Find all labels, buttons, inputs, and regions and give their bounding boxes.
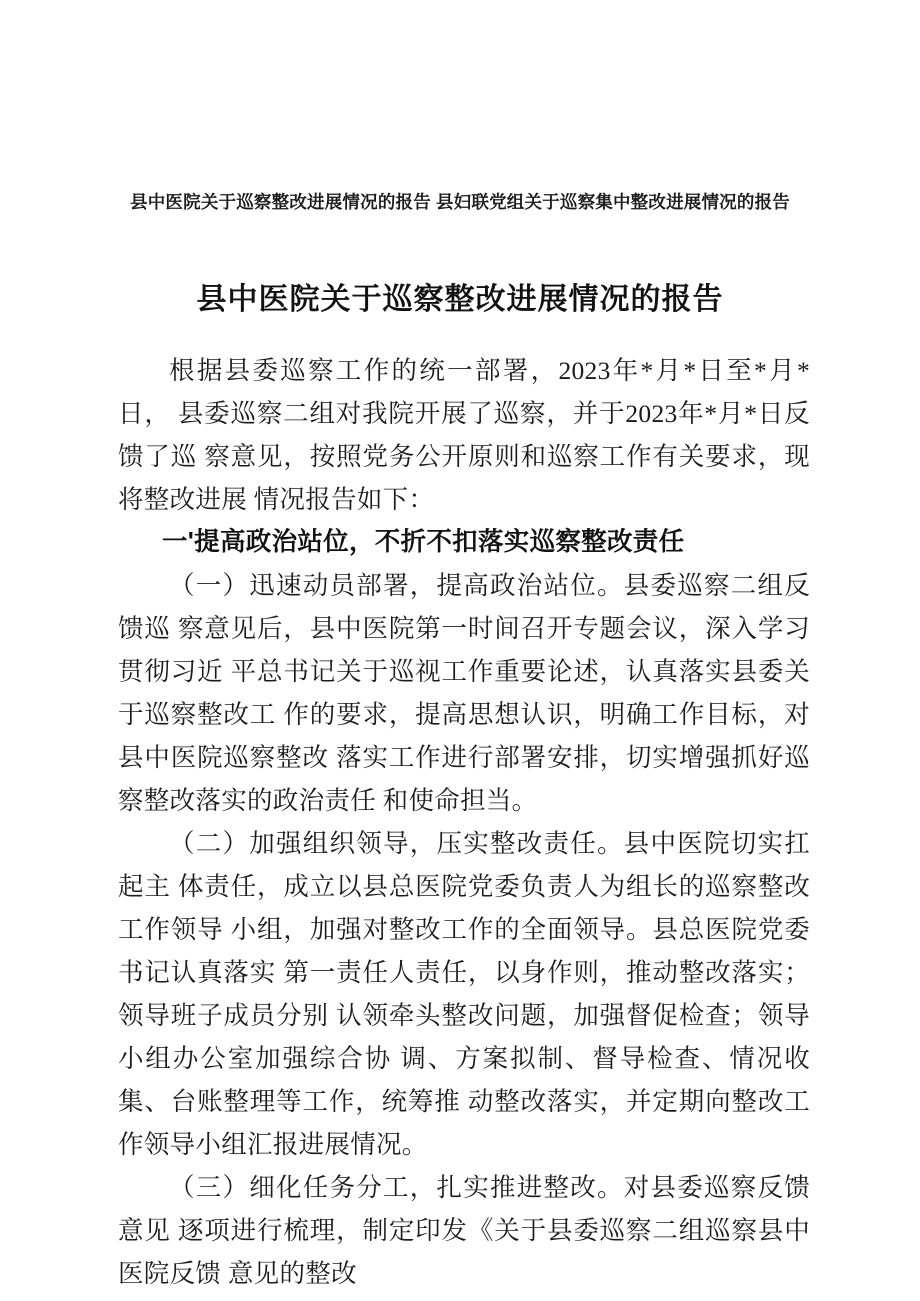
document-body — [118, 349, 810, 1295]
paragraph-item-three: （三）细化任务分工，扎实推进整改。对县委巡察反馈意见 逐项进行梳理，制定印发《关于县委巡察二组巡察县中医院反馈 意见的整改 — [118, 1173, 810, 1288]
page-title: 县中医院关于巡察整改进展情况的报告 — [196, 283, 724, 317]
running-header: 县中医院关于巡察整改进展情况的报告 县妇联党组关于巡察集中整改进展情况的报告 — [130, 192, 790, 212]
paragraph-item-one: （一）迅速动员部署，提高政治站位。县委巡察二组反馈巡 察意见后，县中医院第一时间召开专题会议，深入学习贯彻习近 平总书记关于巡视工作重要论述，认真落实县委关于巡察整改工 作的要求，提高思想认识，明确工作目标，对县中医院巡察整改 落实工作进行部署安排，切实增强抓好巡察整改落实的政治责任 和使命担当。 — [118, 571, 810, 815]
paragraph-item-two: （二）加强组织领导，压实整改责任。县中医院切实扛起主 体责任，成立以县总医院党委负责人为组长的巡察整改工作领导 小组，加强对整改工作的全面领导。县总医院党委书记认真落实 第一责任人责任，以身作则，推动整改落实；领导班子成员分别 认领牵头整改问题，加强督促检查；领导小组办公室加强综合协 调、方案拟制、督导检查、情况收集、台账整理等工作，统筹推 动整改落实，并定期向整改工作领导小组汇报进展情况。 — [118, 829, 810, 1159]
paragraph-intro: 根据县委巡察工作的统一部署，2023年*月*日至*月*日， 县委巡察二组对我院开展了巡察，并于2023年*月*日反馈了巡 察意见，按照党务公开原则和巡察工作有关要求，现将整改进展 情况报告如下： — [118, 356, 810, 514]
section-heading-one: 一'提高政治站位，不折不扣落实巡察整改责任 — [162, 528, 685, 556]
